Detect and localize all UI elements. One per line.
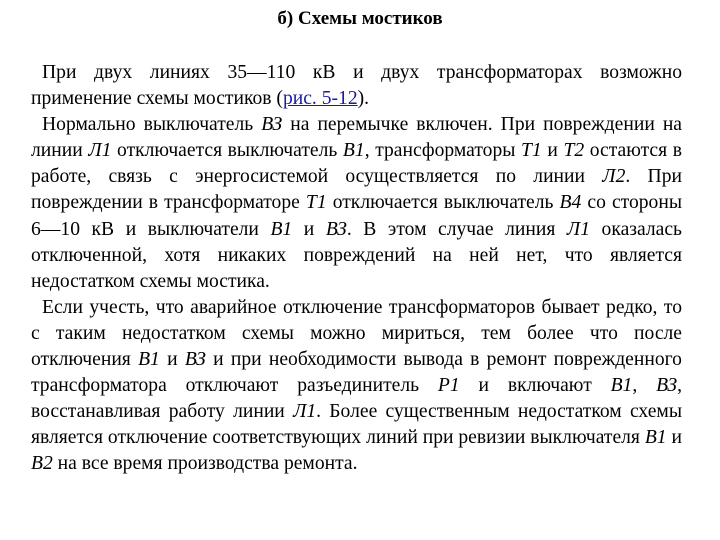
italic-symbol: Л2 [602, 166, 626, 188]
text-run: оказалась отключенной, хотя никаких повреждений на ней нет, что является недостатком схемы мостика. [31, 218, 682, 292]
italic-symbol: Л1 [293, 401, 317, 423]
italic-symbol: Т2 [563, 140, 585, 162]
text-run: и [541, 140, 564, 162]
italic-symbol: ВЗ [261, 114, 283, 136]
text-run: При двух линиях 35—110 кВ и двух трансформаторах возможно применение схемы мостиков ( [31, 62, 682, 110]
paragraph-1 [31, 60, 682, 112]
text-run: . Более существенным недостатком схемы является отключение соответствующих линий при ревизии выключателя [31, 401, 682, 449]
text-run: , восстанавливая работу линии [31, 375, 682, 423]
text-run: и при необходимости вывода в ремонт поврежденного трансформатора отключают разъединитель [31, 349, 682, 397]
italic-symbol: Р1 [437, 375, 460, 397]
paragraph-3 [31, 295, 682, 478]
italic-symbol: Т1 [305, 192, 327, 214]
text-run: . В этом случае линия [346, 218, 567, 240]
text-run: , трансформаторы [364, 140, 522, 162]
text-run: и [666, 427, 682, 449]
italic-symbol: В4 [559, 192, 582, 214]
italic-symbol: ВЗ [325, 218, 347, 240]
document-body [31, 60, 682, 478]
italic-symbol: ВЗ [184, 349, 206, 371]
italic-symbol: В1 [342, 140, 365, 162]
text-run: ). [357, 88, 370, 110]
italic-symbol: В2 [31, 453, 53, 475]
text-run: на все время производства ремонта. [52, 453, 358, 475]
text-run: отключается выключатель [326, 192, 560, 214]
text-run: Нормально выключатель [42, 114, 262, 136]
paragraph-2 [31, 112, 682, 295]
text-run: со стороны 6—10 кВ и выключатели [31, 192, 682, 240]
italic-symbol: В1 [610, 375, 633, 397]
text-run: на перемычке включен. При повреждении на линии [31, 114, 682, 162]
italic-symbol: В1 [138, 349, 160, 371]
text-run: . При повреждении в трансформаторе [31, 166, 682, 214]
text-run: и [292, 218, 326, 240]
italic-symbol: В1 [644, 427, 667, 449]
italic-symbol: Л1 [88, 140, 112, 162]
page-title: б) Схемы мостиков [277, 8, 443, 29]
text-run: и включают [459, 375, 611, 397]
text-run: отключается выключатель [111, 140, 343, 162]
text-run: остаются в работе, связь с энергосистемой осуществляется по линии [31, 140, 682, 188]
figure-link[interactable]: рис. 5-12 [282, 88, 358, 110]
text-run: и [159, 349, 185, 371]
text-run: Если учесть, что аварийное отключение трансформаторов бывает редко, то с таким недостатком схемы можно мириться, тем более что после отключения [31, 296, 682, 371]
italic-symbol: Л1 [566, 218, 590, 240]
text-run: , [632, 375, 657, 397]
italic-symbol: В1 [270, 218, 293, 240]
italic-symbol: Т1 [521, 140, 542, 162]
italic-symbol: ВЗ [656, 375, 678, 397]
